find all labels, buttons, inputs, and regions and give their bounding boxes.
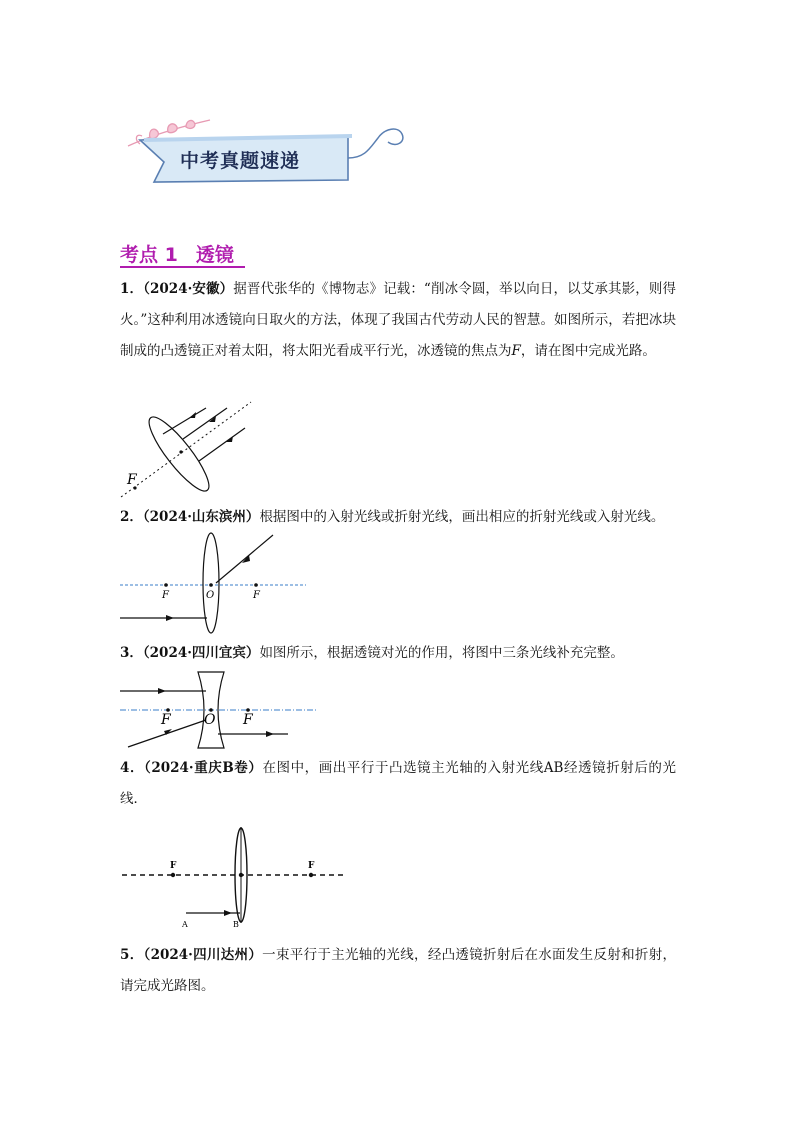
question-text: 如图所示，根据透镜对光的作用，将图中三条光线补充完整。 — [259, 645, 624, 661]
incident-ray — [199, 428, 245, 461]
section-heading — [120, 240, 234, 267]
arrow-icon — [242, 555, 250, 563]
focus-label-right: F — [243, 712, 253, 728]
section-underline — [120, 266, 245, 268]
question-number: 1． — [120, 281, 144, 297]
question-2 — [120, 502, 676, 533]
figure-1-convex-lens — [115, 398, 260, 502]
focus-point — [309, 873, 313, 877]
principal-axis — [121, 402, 251, 497]
question-number: 5． — [120, 947, 144, 963]
center-label: O — [206, 590, 215, 601]
question-5 — [120, 940, 676, 1002]
focus-label-left: F — [161, 712, 171, 728]
incident-ray — [183, 408, 227, 439]
arrow-icon — [189, 412, 196, 418]
question-text: 一束平行于主光轴的光线，经凸透镜折射后在水面发生反射和折射，请完成光路图。 — [120, 947, 676, 994]
figure-2-convex-lens — [118, 530, 308, 636]
question-number: 2． — [120, 509, 143, 525]
refracted-ray — [216, 535, 273, 583]
section-number: 考点 1 — [120, 244, 178, 266]
question-source: （2024·四川宜宾） — [142, 645, 260, 661]
banner-title: 中考真题速递 — [180, 150, 301, 172]
incident-ray — [163, 408, 206, 434]
figure-4-convex-lens — [118, 825, 350, 933]
question-source: （2024·四川达州） — [143, 947, 263, 963]
question-variable: F — [511, 343, 521, 359]
question-text: 据晋代张华的《博物志》记载：“削冰令圆，举以向日，以艾承其影，则得火。”这种利用冰透镜向日取火的方法，体现了我国古代劳动人民的智慧。如图所示，若把冰块制成的凸透镜正对着太阳，将太阳光看成平行光，冰透镜的焦点为 — [120, 281, 676, 359]
question-4 — [120, 753, 676, 815]
focus-point — [164, 583, 168, 587]
optical-center-point — [239, 873, 243, 877]
question-text: 在图中，画出平行于凸选镜主光轴的入射光线AB经透镜折射后的光线． — [120, 760, 676, 807]
arrow-icon — [158, 688, 166, 694]
arrow-icon — [166, 615, 174, 621]
arrow-icon — [266, 731, 274, 737]
focus-point — [171, 873, 175, 877]
question-text-end: ，请在图中完成光路。 — [520, 343, 656, 359]
focus-label-right: F — [308, 861, 315, 871]
focus-label-left: F — [162, 590, 169, 601]
focus-label-left: F — [170, 861, 177, 871]
question-source: （2024·重庆B卷） — [144, 760, 263, 776]
point-b-label: B — [233, 920, 239, 929]
point-a-label: A — [182, 920, 188, 929]
question-3 — [120, 638, 676, 669]
question-text: 根据图中的入射光线或折射光线，画出相应的折射光线或入射光线。 — [259, 509, 665, 525]
arrow-icon — [224, 910, 232, 916]
figure-3-concave-lens — [118, 670, 318, 752]
focus-label: F — [127, 472, 137, 488]
question-1 — [120, 274, 676, 367]
swirl-decoration-icon — [348, 129, 403, 158]
question-number: 3． — [120, 645, 143, 661]
section-name: 透镜 — [195, 244, 234, 266]
optical-center-point — [209, 583, 213, 587]
question-source: （2024·山东滨州） — [142, 509, 260, 525]
optical-center-point — [179, 450, 182, 453]
center-label: O — [204, 712, 216, 728]
focus-point — [254, 583, 258, 587]
focus-label-right: F — [253, 590, 260, 601]
question-source: （2024·安徽） — [143, 281, 234, 297]
question-number: 4． — [120, 760, 145, 776]
